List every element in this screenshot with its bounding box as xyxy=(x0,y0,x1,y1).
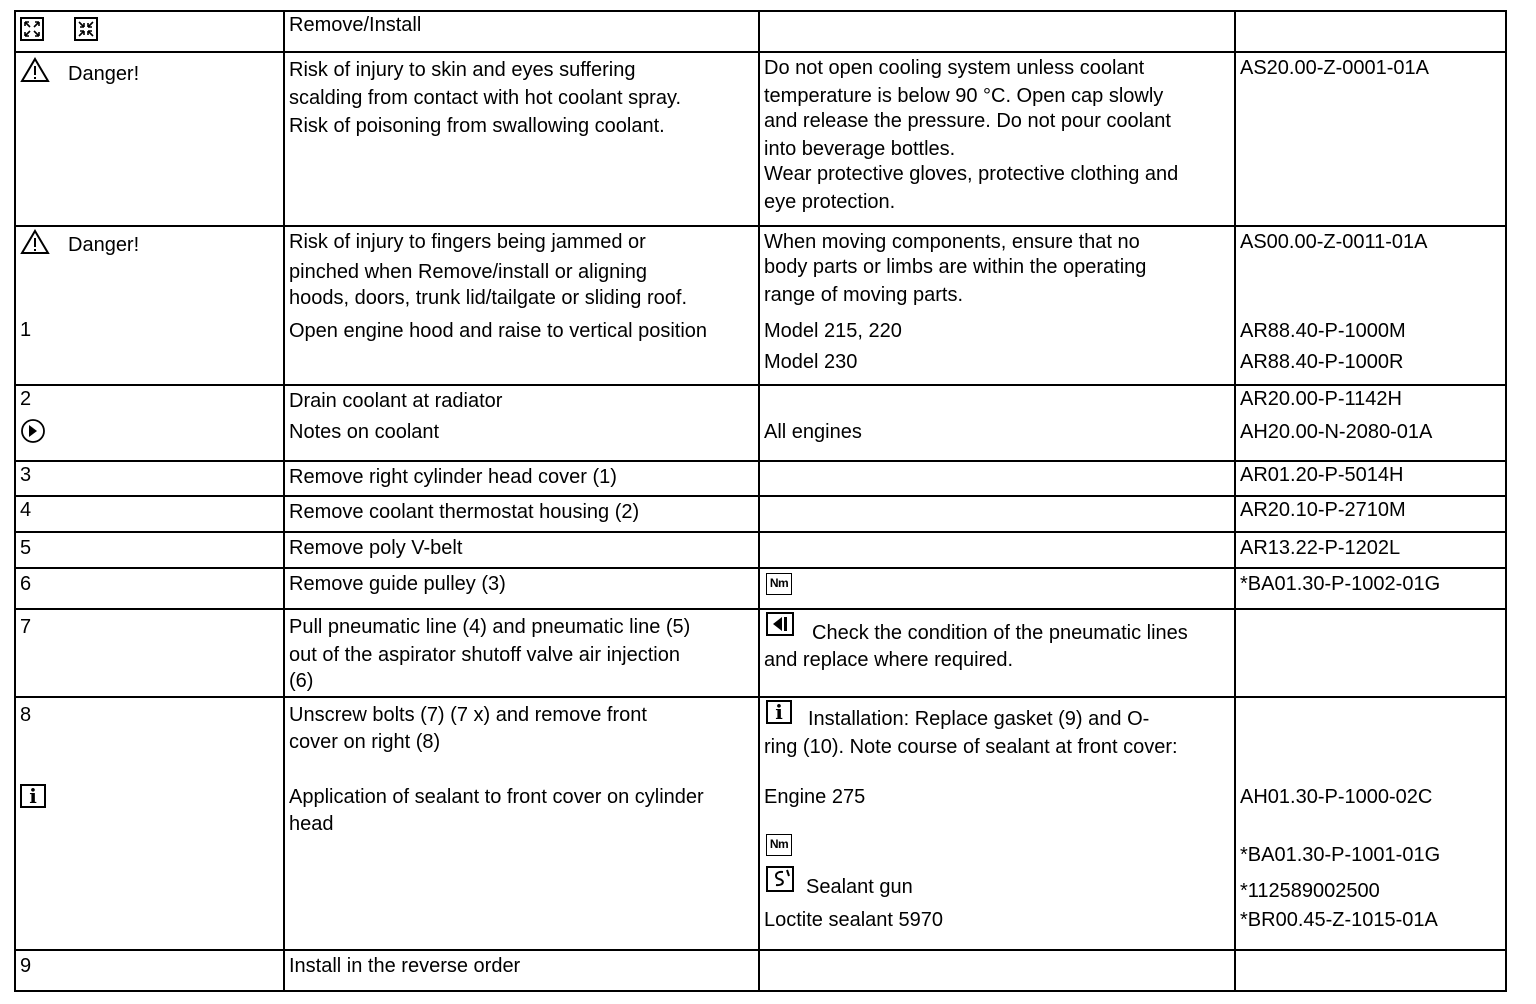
icon-cell xyxy=(15,11,284,52)
warning-triangle-icon xyxy=(20,229,50,255)
inspect-icon xyxy=(766,612,794,636)
torque-nm-icon: Nm xyxy=(766,573,792,595)
measure-text: Wear protective gloves, protective clothing and xyxy=(764,163,1179,185)
step-text: Remove right cylinder head cover (1) xyxy=(289,466,617,488)
reference-link[interactable]: AR20.00-P-1142H xyxy=(1240,388,1402,410)
measure-text: eye protection. xyxy=(764,191,896,213)
table-row xyxy=(15,496,1506,532)
inspection-note: Check the condition of the pneumatic lines xyxy=(812,622,1188,644)
step-text: Remove guide pulley (3) xyxy=(289,573,506,595)
hazard-text: pinched when Remove/install or aligning xyxy=(289,261,647,283)
step-text: cover on right (8) xyxy=(289,731,441,753)
installation-note: ring (10). Note course of sealant at front cover: xyxy=(764,736,1178,758)
model-note: Model 215, 220 xyxy=(764,320,902,342)
reference-link[interactable]: AS00.00-Z-0011-01A xyxy=(1240,231,1428,253)
table-row xyxy=(15,385,1506,461)
step-number: 1 xyxy=(20,319,32,341)
table-row xyxy=(15,532,1506,568)
table-row xyxy=(15,52,1506,226)
installation-note: Installation: Replace gasket (9) and O- xyxy=(808,708,1150,730)
engine-note: Engine 275 xyxy=(764,786,866,808)
measure-text: body parts or limbs are within the operating xyxy=(764,256,1147,278)
step-text: (6) xyxy=(289,670,314,692)
table-row xyxy=(15,11,1506,52)
reference-link[interactable]: AR88.40-P-1000R xyxy=(1240,351,1404,373)
reference-link[interactable]: *BA01.30-P-1001-01G xyxy=(1240,844,1441,866)
step-text: out of the aspirator shutoff valve air injection xyxy=(289,644,680,666)
step-subtext: Notes on coolant xyxy=(289,421,440,443)
sealant-gun-icon xyxy=(766,866,794,892)
measure-text: range of moving parts. xyxy=(764,284,963,306)
reference-link[interactable]: AR20.10-P-2710M xyxy=(1240,499,1406,521)
step-text: Open engine hood and raise to vertical position xyxy=(289,320,708,342)
step-number: 6 xyxy=(20,573,32,595)
note-arrow-icon xyxy=(20,418,46,444)
step-number: 7 xyxy=(20,616,32,638)
step-text: Unscrew bolts (7) (7 x) and remove front xyxy=(289,704,647,726)
hazard-text: Risk of injury to skin and eyes suffering xyxy=(289,59,636,81)
reference-link[interactable]: AH20.00-N-2080-01A xyxy=(1240,421,1433,443)
hazard-text: hoods, doors, trunk lid/tailgate or sliding roof. xyxy=(289,287,687,309)
engine-note: All engines xyxy=(764,421,862,443)
reference-link[interactable]: AR13.22-P-1202L xyxy=(1240,537,1401,559)
step-number: 5 xyxy=(20,537,32,559)
measure-text: temperature is below 90 °C. Open cap slowly xyxy=(764,85,1164,107)
inspection-note: and replace where required. xyxy=(764,649,1014,671)
header-title-cell xyxy=(284,11,759,52)
reference-link[interactable]: *BA01.30-P-1002-01G xyxy=(1240,573,1441,595)
tool-name: Sealant gun xyxy=(806,876,913,898)
reference-link[interactable]: *BR00.45-Z-1015-01A xyxy=(1240,909,1438,931)
page-title: Remove/Install xyxy=(289,14,422,36)
step-subtext: head xyxy=(289,813,334,835)
torque-nm-icon: Nm xyxy=(766,834,792,856)
step-text: Drain coolant at radiator xyxy=(289,390,503,412)
table-row xyxy=(15,568,1506,609)
step-number: 9 xyxy=(20,955,32,977)
table-row xyxy=(15,226,1506,385)
hazard-text: Risk of injury to fingers being jammed or xyxy=(289,231,646,253)
step-number: 4 xyxy=(20,499,32,521)
measure-text: When moving components, ensure that no xyxy=(764,231,1140,253)
model-note: Model 230 xyxy=(764,351,858,373)
reference-link[interactable]: AS20.00-Z-0001-01A xyxy=(1240,57,1430,79)
sealant-name: Loctite sealant 5970 xyxy=(764,909,944,931)
info-icon: i xyxy=(20,784,46,808)
danger-label: Danger! xyxy=(68,234,140,256)
step-text: Install in the reverse order xyxy=(289,955,521,977)
step-text: Pull pneumatic line (4) and pneumatic line (5) xyxy=(289,616,691,638)
table-row xyxy=(15,697,1506,950)
reference-link[interactable]: *112589002500 xyxy=(1240,880,1380,902)
procedure-table-container xyxy=(14,10,1507,992)
reference-link[interactable]: AR88.40-P-1000M xyxy=(1240,320,1406,342)
table-row xyxy=(15,950,1506,991)
reference-link[interactable]: AR01.20-P-5014H xyxy=(1240,464,1404,486)
step-text: Remove coolant thermostat housing (2) xyxy=(289,501,640,523)
measure-text: and release the pressure. Do not pour coolant xyxy=(764,110,1171,132)
step-subtext: Application of sealant to front cover on cylinder xyxy=(289,786,704,808)
hazard-text: scalding from contact with hot coolant spray. xyxy=(289,87,682,109)
collapse-arrows-icon xyxy=(74,17,98,41)
procedure-table xyxy=(14,10,1507,992)
hazard-text: Risk of poisoning from swallowing coolant. xyxy=(289,115,665,137)
step-text: Remove poly V-belt xyxy=(289,537,463,559)
warning-triangle-icon xyxy=(20,57,50,83)
expand-arrows-icon xyxy=(20,17,44,41)
step-number: 3 xyxy=(20,464,32,486)
measure-text: into beverage bottles. xyxy=(764,138,956,160)
danger-label: Danger! xyxy=(68,63,140,85)
measure-text: Do not open cooling system unless coolant xyxy=(764,57,1145,79)
step-number: 2 xyxy=(20,388,32,410)
step-number: 8 xyxy=(20,704,32,726)
info-icon: i xyxy=(766,700,792,724)
reference-link[interactable]: AH01.30-P-1000-02C xyxy=(1240,786,1433,808)
table-row xyxy=(15,461,1506,496)
table-row xyxy=(15,609,1506,697)
